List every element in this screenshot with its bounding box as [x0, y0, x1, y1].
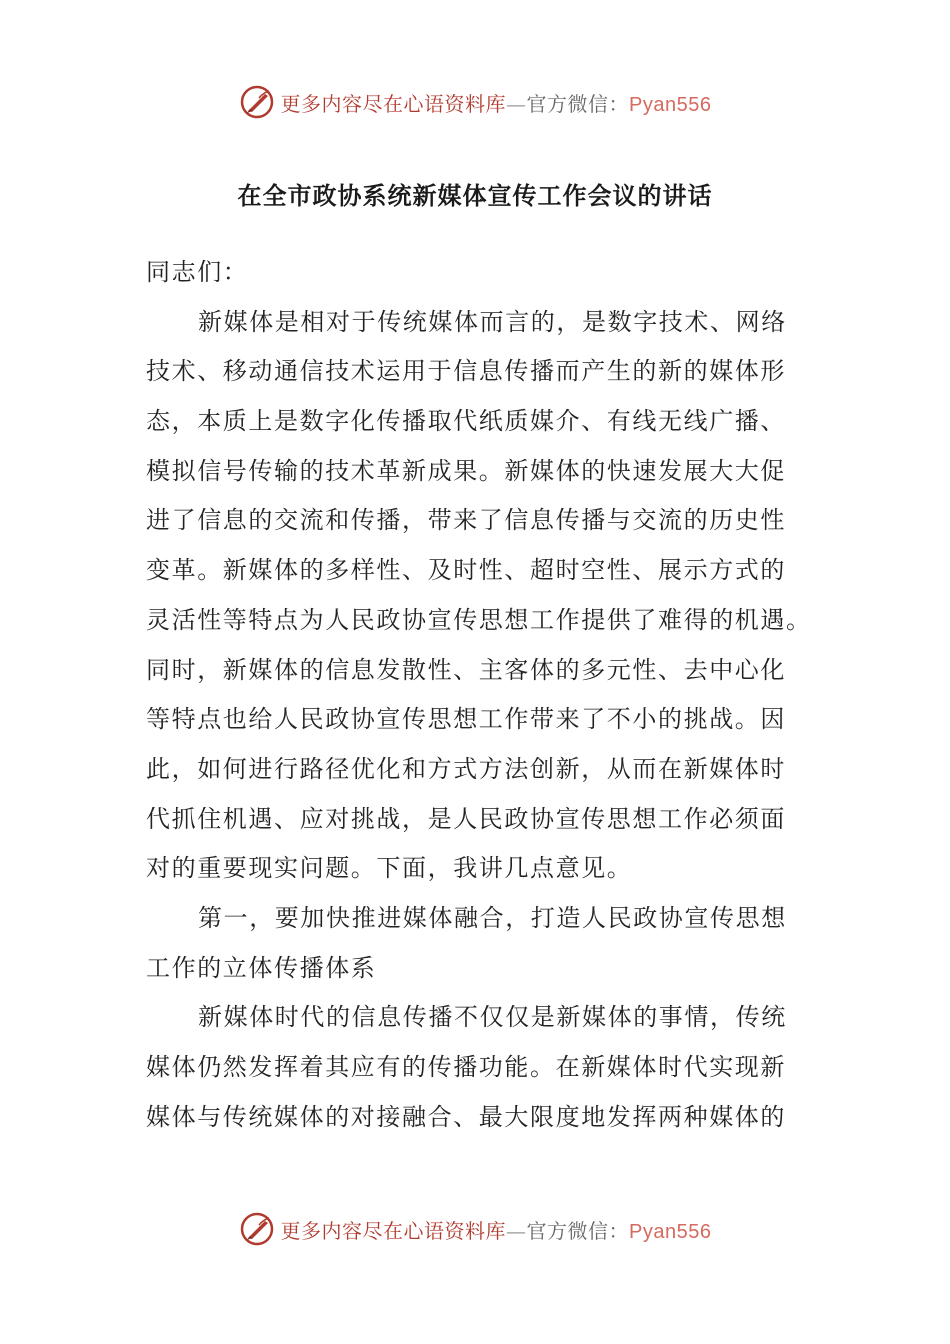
body-line: 等特点也给人民政协宣传思想工作带来了不小的挑战。因 [146, 705, 786, 734]
body-line: 新媒体是相对于传统媒体而言的，是数字技术、网络 [198, 307, 787, 336]
body-line: 此，如何进行路径优化和方式方法创新，从而在新媒体时 [146, 754, 786, 783]
body-line: 对的重要现实问题。下面，我讲几点意见。 [146, 854, 633, 883]
body-line: 第一，要加快推进媒体融合，打造人民政协宣传思想 [198, 903, 787, 932]
quill-pen-icon [239, 1211, 275, 1247]
body-line: 模拟信号传输的技术革新成果。新媒体的快速发展大大促 [146, 456, 786, 485]
body-line: 态，本质上是数字化传播取代纸质媒介、有线无线广播、 [146, 407, 786, 436]
body-line: 灵活性等特点为人民政协宣传思想工作提供了难得的机遇。 [146, 605, 812, 634]
body-line: 代抓住机遇、应对挑战，是人民政协宣传思想工作必须面 [146, 804, 786, 833]
body-line: 媒体与传统媒体的对接融合、最大限度地发挥两种媒体的 [146, 1102, 786, 1131]
document-title: 在全市政协系统新媒体宣传工作会议的讲话 [237, 182, 713, 210]
body-line: 变革。新媒体的多样性、及时性、超时空性、展示方式的 [146, 556, 786, 585]
body-line: 技术、移动通信技术运用于信息传播而产生的新的媒体形 [146, 357, 786, 386]
body-line: 同时，新媒体的信息发散性、主客体的多元性、去中心化 [146, 655, 786, 684]
watermark-text: 更多内容尽在心语资料库—官方微信：Pyan556 [280, 1218, 712, 1243]
header-watermark [0, 82, 950, 122]
watermark-text: 更多内容尽在心语资料库—官方微信：Pyan556 [280, 91, 712, 116]
body-line: 新媒体时代的信息传播不仅仅是新媒体的事情，传统 [198, 1003, 787, 1032]
body-line: 工作的立体传播体系 [146, 953, 377, 982]
quill-pen-icon [239, 84, 275, 120]
body-line: 进了信息的交流和传播，带来了信息传播与交流的历史性 [146, 506, 786, 535]
body-line: 媒体仍然发挥着其应有的传播功能。在新媒体时代实现新 [146, 1053, 786, 1081]
footer-watermark [0, 1209, 950, 1249]
salutation: 同志们： [146, 258, 249, 286]
document-body [146, 248, 812, 1142]
